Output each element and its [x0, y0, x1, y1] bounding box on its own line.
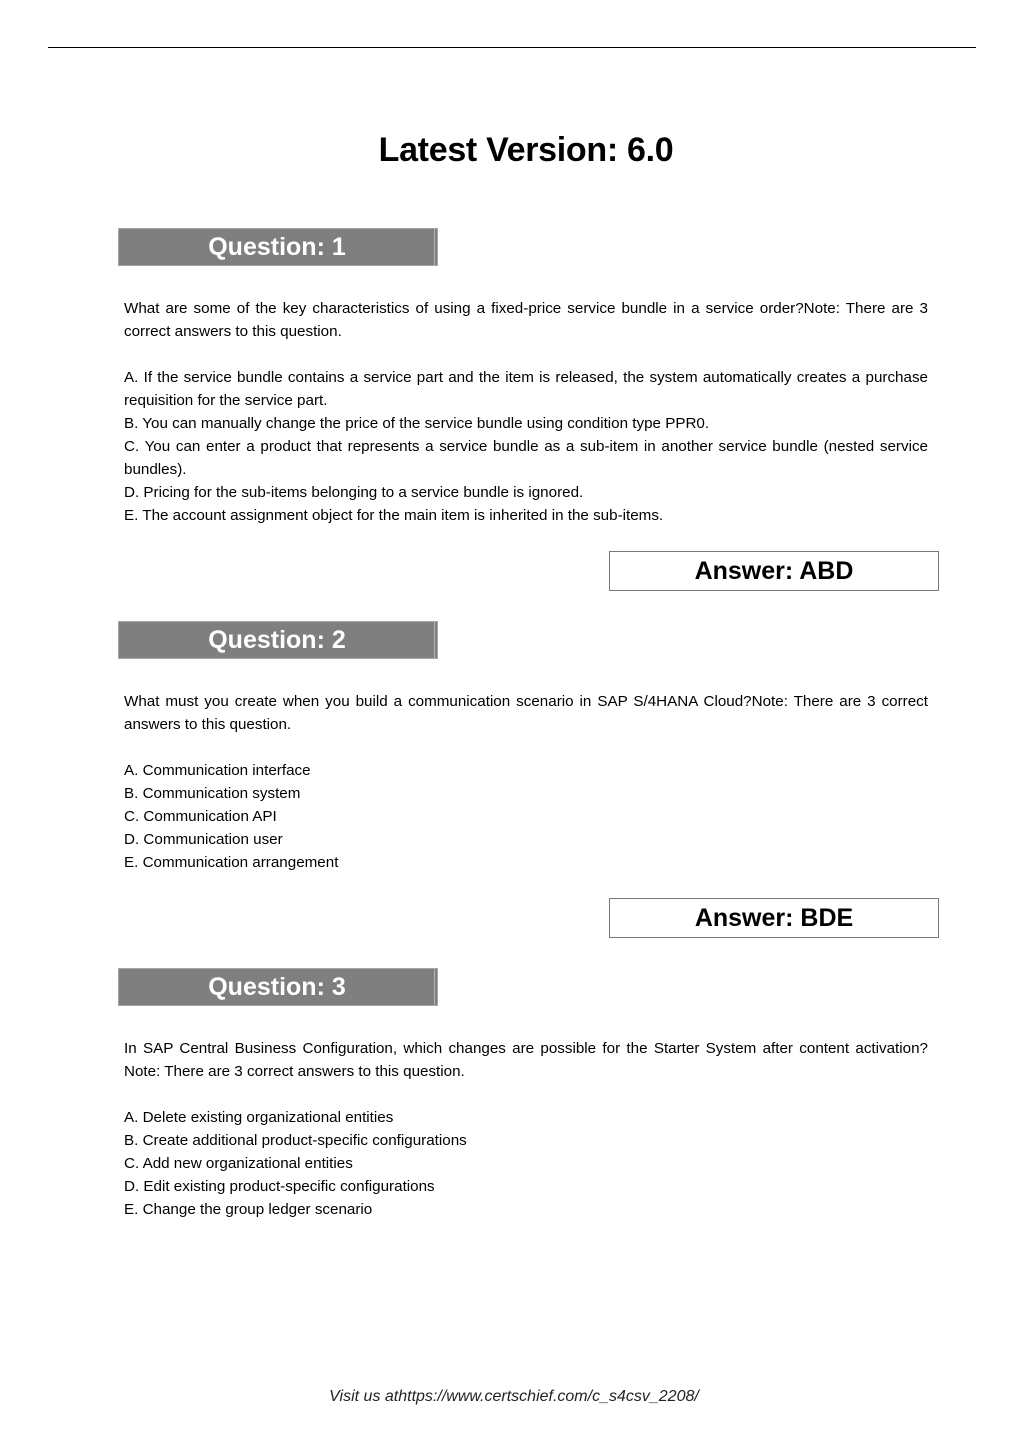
question-2-option-c: C. Communication API [124, 808, 277, 825]
header-rule [48, 47, 976, 48]
question-2-option-d: D. Communication user [124, 831, 283, 848]
question-2-option-e: E. Communication arrangement [124, 854, 339, 871]
question-3-option-e: E. Change the group ledger scenario [124, 1201, 373, 1218]
question-1-body [124, 297, 928, 527]
question-3-option-b: B. Create additional product-specific configurations [124, 1132, 467, 1149]
page-title: Latest Version: 6.0 [378, 131, 674, 169]
question-2-banner: Question: 2 [118, 621, 438, 659]
question-2-prompt: What must you create when you build a communication scenario in SAP S/4HANA Cloud?Note: There are 3 correct answers to this question. [124, 693, 928, 733]
question-2-option-a: A. Communication interface [124, 762, 311, 779]
question-3-option-a: A. Delete existing organizational entities [124, 1109, 394, 1126]
question-3-body [124, 1037, 928, 1221]
question-1-option-b: B. You can manually change the price of the service bundle using condition type PPR0. [124, 415, 710, 432]
question-1-option-d: D. Pricing for the sub-items belonging to a service bundle is ignored. [124, 484, 584, 501]
question-2-answer: Answer: BDE [609, 898, 939, 938]
question-3-prompt: In SAP Central Business Configuration, which changes are possible for the Starter System after content activation?Note: There are 3 correct answers to this question. [124, 1040, 928, 1080]
question-1-answer: Answer: ABD [609, 551, 939, 591]
question-2-option-b: B. Communication system [124, 785, 301, 802]
question-1-banner: Question: 1 [118, 228, 438, 266]
footer-link[interactable]: Visit us athttps://www.certschief.com/c_s4csv_2208/ [329, 1388, 699, 1405]
question-3-option-d: D. Edit existing product-specific configurations [124, 1178, 435, 1195]
question-3-option-c: C. Add new organizational entities [124, 1155, 353, 1172]
question-3-banner: Question: 3 [118, 968, 438, 1006]
question-2-body [124, 690, 928, 874]
question-1-prompt: What are some of the key characteristics of using a fixed-price service bundle in a service order?Note: There are 3 correct answers to this question. [124, 300, 928, 340]
question-1-option-c: C. You can enter a product that represents a service bundle as a sub-item in another service bundle (nested service bundles). [124, 438, 928, 478]
question-1-option-a: A. If the service bundle contains a service part and the item is released, the system automatically creates a purchase requisition for the service part. [124, 369, 928, 409]
question-1-option-e: E. The account assignment object for the main item is inherited in the sub-items. [124, 507, 664, 524]
